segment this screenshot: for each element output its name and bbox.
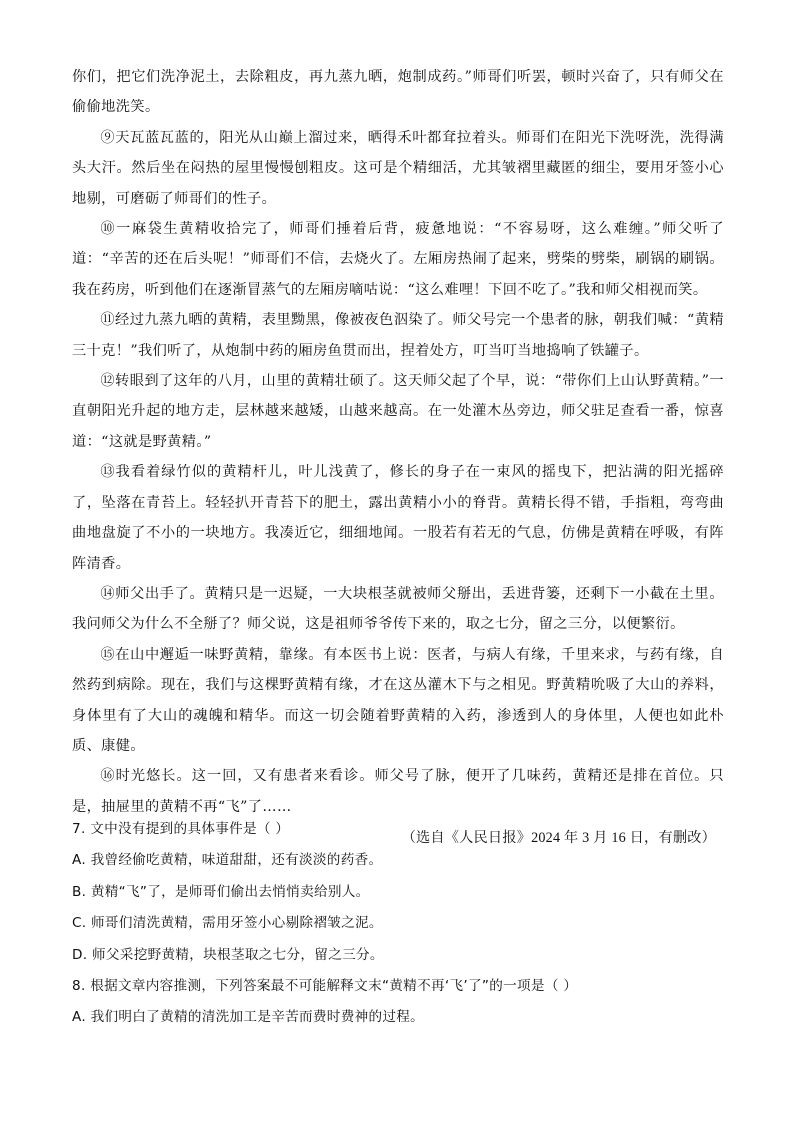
question-7-option-b: B. 黄精“飞”了，是师哥们偷出去悄悄卖给别人。	[72, 883, 370, 900]
question-7-option-c: C. 师哥们清洗黄精，需用牙签小心剔除褶皱之泥。	[72, 915, 383, 932]
questions-section	[72, 814, 724, 1034]
question-8-option-a: A. 我们明白了黄精的清洗加工是辛苦而费时费神的过程。	[72, 1009, 425, 1026]
question-7-option-d: D. 师父采挖野黄精，块根茎取之七分，留之三分。	[72, 946, 384, 963]
question-7-stem: 7. 文中没有提到的具体事件是（ ）	[72, 821, 290, 837]
paragraph-9: ⑨天瓦蓝瓦蓝的，阳光从山巅上溜过来，晒得禾叶都耷拉着头。师哥们在阳光下洗呀洗，洗得满头大汗。然后坐在闷热的屋里慢慢刨粗皮。这可是个精细活，尤其皱褶里藏匿的细尘，要用牙签小心地剔，可磨砺了师哥们的性子。	[72, 129, 724, 207]
paragraph-10: ⑩一麻袋生黄精收拾完了，师哥们捶着后背，疲惫地说：“不容易呀，这么难缠。”师父听了道：“辛苦的还在后头呢！”师哥们不信，去烧火了。左厢房热闹了起来，劈柴的劈柴，刷锅的刷锅。我在药房，听到他们在逐渐冒蒸气的左厢房嘀咕说：“这么难哩！下回不吃了。”我和师父相视而笑。	[72, 221, 724, 298]
source-citation: （选自《人民日报》2024 年 3 月 16 日，有删改）	[401, 830, 716, 847]
paragraph-12: ⑫转眼到了这年的八月，山里的黄精壮硕了。这天师父起了个早，说：“带你们上山认野黄精。”一直朝阳光升起的地方走，层林越来越矮，山越来越高。在一处灌木丛旁边，师父驻足查看一番，惊喜道：“这就是野黄精。”	[72, 373, 724, 450]
paragraph-11: ⑪经过九蒸九晒的黄精，表里黝黑，像被夜色泅染了。师父号完一个患者的脉，朝我们喊：“黄精三十克！”我们听了，从炮制中药的厢房鱼贯而出，捏着处方，叮当叮当地捣响了铁罐子。	[72, 312, 724, 359]
paragraph-13: ⑬我看着绿竹似的黄精杆儿，叶儿浅黄了，修长的身子在一束风的摇曳下，把沾满的阳光摇碎了，坠落在青苔上。轻轻扒开青苔下的肥土，露出黄精小小的脊背。黄精长得不错，手指粗，弯弯曲曲地盘旋了不小的一块地方。我凑近它，细细地闻。一股若有若无的气息，仿佛是黄精在呼吸，有阵阵清香。	[72, 464, 724, 572]
question-8-stem: 8. 根据文章内容推测，下列答案最不可能解释文末“黄精不再‘飞’了”的一项是（ ）	[72, 978, 578, 995]
paragraph-15: ⑮在山中邂逅一味野黄精，靠缘。有本医书上说：医者，与病人有缘，千里来求，与药有缘，自然药到病除。现在，我们与这棵野黄精有缘，才在这丛灌木下与之相见。野黄精吮吸了大山的养料，身体里有了大山的魂魄和精华。而这一切会随着野黄精的入药，渗透到人的身体里，人便也如此朴质、康健。	[72, 646, 724, 754]
reading-passage	[72, 62, 724, 852]
paragraph-14: ⑭师父出手了。黄精只是一迟疑，一大块根茎就被师父掰出，丢进背篓，还剩下一小截在土里。我问师父为什么不全掰了？师父说，这是祖师爷爷传下来的，取之七分，留之三分，以便繁衍。	[72, 585, 724, 633]
paragraph-continued: 你们，把它们洗净泥土，去除粗皮，再九蒸九晒，炮制成药。”师哥们听罢，顿时兴奋了，只有师父在偷偷地洗笑。	[72, 69, 724, 116]
question-7-option-a: A. 我曾经偷吃黄精，味道甜甜，还有淡淡的药香。	[72, 852, 383, 869]
paragraph-16: ⑯时光悠长。这一回，又有患者来看诊。师父号了脉，便开了几味药，黄精还是排在首位。只是，抽屉里的黄精不再“飞”了……	[72, 768, 724, 815]
